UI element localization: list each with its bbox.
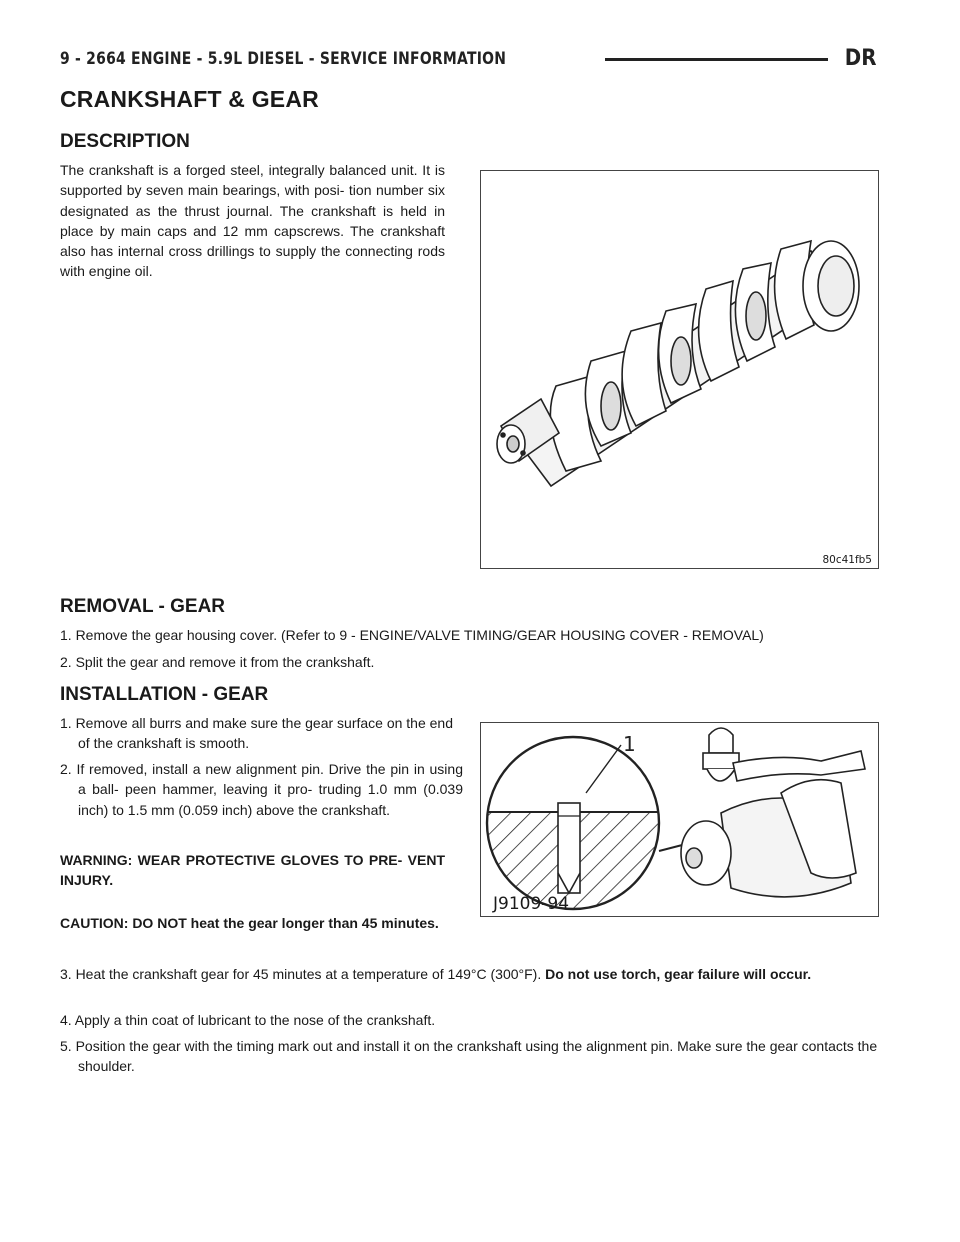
description-body: The crankshaft is a forged steel, integrally balanced unit. It is supported by seven main bearings, with posi- tion number six designated as the thrust journal. The crankshaft is held in place by main caps and 12 mm capscrews. The crankshaft also has internal cross drillings to supply the connecting rods with engine oil. <box>60 162 445 280</box>
installation-step-3 <box>60 964 896 984</box>
header-code: DR <box>844 46 877 71</box>
warning-text: WARNING: WEAR PROTECTIVE GLOVES TO PRE- VENT INJURY. <box>60 852 445 888</box>
installation-step-5: 5. Position the gear with the timing mark out and install it on the crankshaft using the alignment pin. Make sure the gear contacts the shoulder. <box>60 1038 878 1075</box>
installation-step-3-note: Do not use torch, gear failure will occur. <box>545 966 812 982</box>
alignment-pin-figure <box>480 722 879 917</box>
crankshaft-illustration <box>481 171 878 568</box>
page-title: CRANKSHAFT & GEAR <box>60 86 319 112</box>
installation-step-3-text: 3. Heat the crankshaft gear for 45 minutes at a temperature of 149°C (300°F). <box>60 966 546 982</box>
alignment-figure-code: J9109-94 <box>493 894 570 914</box>
crankshaft-figure-code: 80c41fb5 <box>822 554 872 566</box>
crankshaft-figure <box>480 170 879 569</box>
header-rule <box>605 58 828 61</box>
alignment-pin-illustration <box>481 723 878 916</box>
description-heading: DESCRIPTION <box>60 131 190 152</box>
removal-heading: REMOVAL - GEAR <box>60 596 226 617</box>
removal-step-2: 2. Split the gear and remove it from the crankshaft. <box>60 654 375 670</box>
page-header <box>60 44 880 74</box>
caution-text: CAUTION: DO NOT heat the gear longer than 45 minutes. <box>60 915 439 931</box>
header-title: 9 - 2664 ENGINE - 5.9L DIESEL - SERVICE INFORMATION <box>60 49 507 69</box>
installation-step-2: 2. If removed, install a new alignment pin. Drive the pin in using a ball- peen hammer, leaving it pro- truding 1.0 mm (0.039 inch) to 1.5 mm (0.059 inch) above the crankshaft. <box>60 761 463 818</box>
callout-number: 1 <box>623 732 636 756</box>
installation-step-1: 1. Remove all burrs and make sure the gear surface on the end of the crankshaft is smooth. <box>60 715 453 752</box>
removal-step-1: 1. Remove the gear housing cover. (Refer to 9 - ENGINE/VALVE TIMING/GEAR HOUSING COVER - REMOVAL) <box>60 627 764 643</box>
installation-step-4: 4. Apply a thin coat of lubricant to the nose of the crankshaft. <box>60 1012 436 1028</box>
installation-heading: INSTALLATION - GEAR <box>60 684 269 705</box>
